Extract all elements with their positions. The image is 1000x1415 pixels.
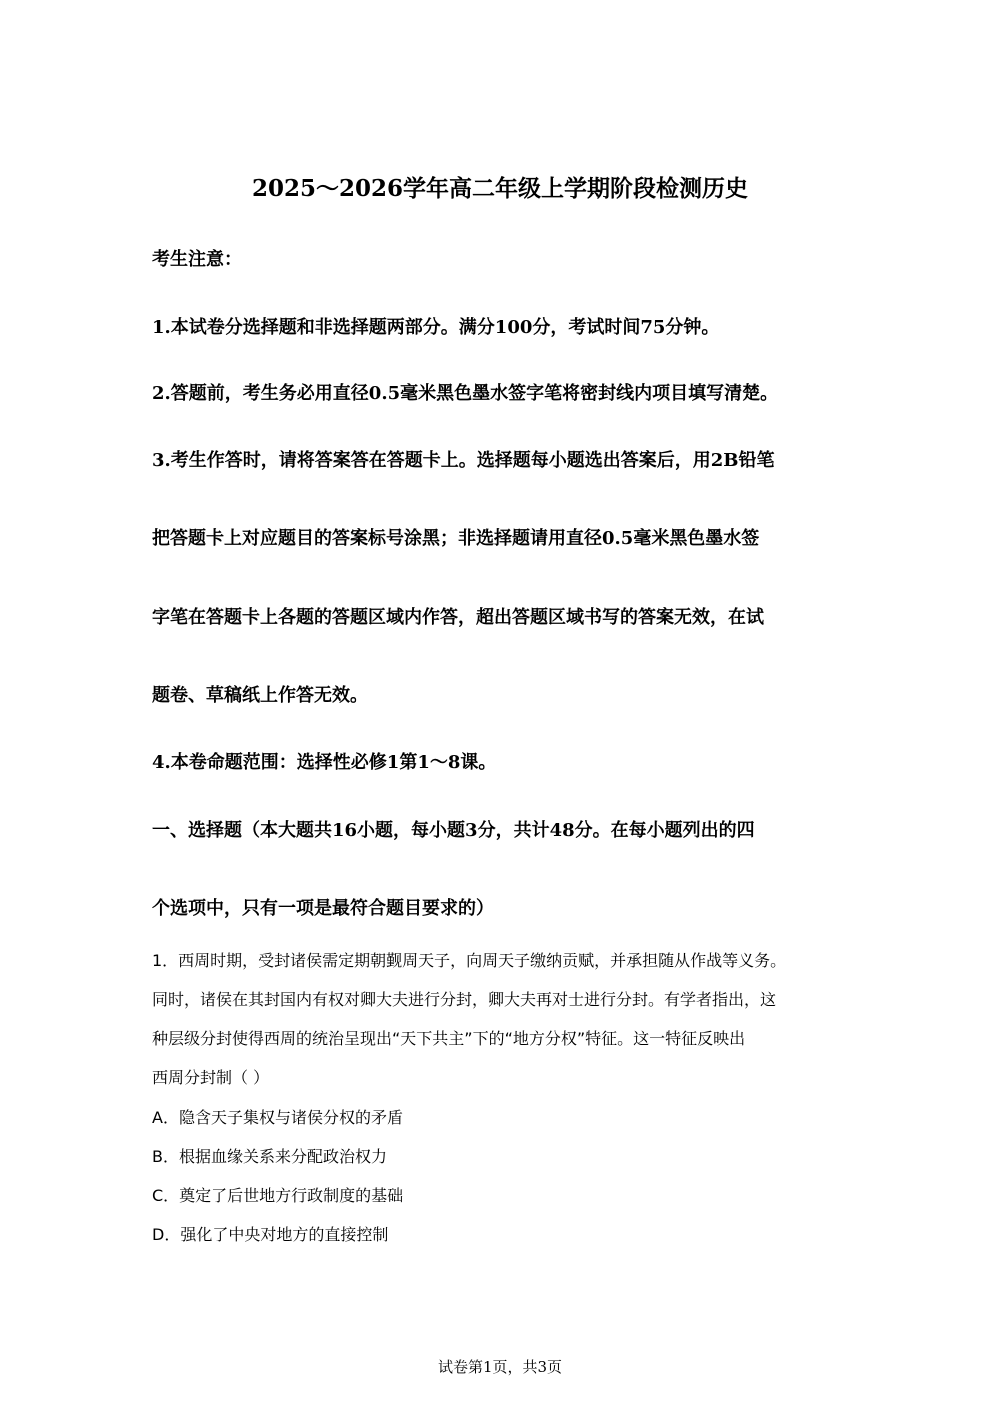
notice-line-6: 题卷、草稿纸上作答无效。 [152, 685, 368, 706]
question-1-option-a: A．隐含天子集权与诸侯分权的矛盾 [152, 1108, 403, 1127]
section-heading-line-1: 一、选择题（本大题共16小题，每小题3分，共计48分。在每小题列出的四 [152, 820, 755, 841]
question-1-stem-line-1: 1．西周时期，受封诸侯需定期朝觐周天子，向周天子缴纳贡赋，并承担随从作战等义务。 [152, 951, 787, 970]
question-1-stem-line-4: 西周分封制（ ） [152, 1068, 270, 1087]
question-1-option-b: B．根据血缘关系来分配政治权力 [152, 1147, 387, 1166]
question-1-stem-line-3: 种层级分封使得西周的统治呈现出“天下共主”下的“地方分权”特征。这一特征反映出 [152, 1029, 746, 1048]
question-1-option-c: C．奠定了后世地方行政制度的基础 [152, 1186, 404, 1205]
notice-heading: 考生注意： [152, 249, 242, 270]
section-heading-line-2: 个选项中，只有一项是最符合题目要求的） [152, 898, 494, 919]
question-1-option-d: D．强化了中央对地方的直接控制 [152, 1225, 389, 1244]
question-1-stem-line-2: 同时，诸侯在其封国内有权对卿大夫进行分封，卿大夫再对士进行分封。有学者指出，这 [152, 990, 777, 1009]
notice-line-3: 3.考生作答时，请将答案答在答题卡上。选择题每小题选出答案后，用2B铅笔 [152, 450, 775, 471]
notice-line-7: 4.本卷命题范围：选择性必修1第1～8课。 [152, 752, 497, 773]
page-title: 2025～2026学年高二年级上学期阶段检测历史 [251, 175, 749, 202]
notice-line-4: 把答题卡上对应题目的答案标号涂黑；非选择题请用直径0.5毫米黑色墨水签 [152, 528, 760, 549]
notice-line-5: 字笔在答题卡上各题的答题区域内作答，超出答题区域书写的答案无效，在试 [152, 607, 764, 628]
notice-line-1: 1.本试卷分选择题和非选择题两部分。满分100分，考试时间75分钟。 [152, 317, 720, 338]
notice-line-2: 2.答题前，考生务必用直径0.5毫米黑色墨水签字笔将密封线内项目填写清楚。 [152, 383, 779, 404]
page-footer: 试卷第1页，共3页 [437, 1358, 563, 1376]
